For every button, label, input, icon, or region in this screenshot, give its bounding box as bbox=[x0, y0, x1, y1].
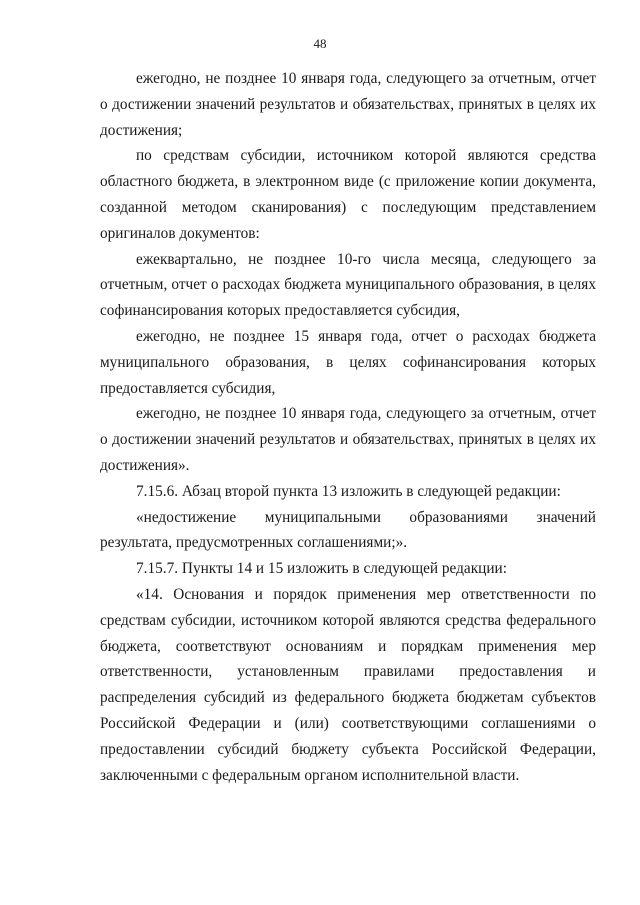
paragraph-non-achievement: «недостижение муниципальными образованиями значений результата, предусмотренных соглашениями;». bbox=[100, 508, 596, 552]
paragraph-regional-budget-subsidy: по средствам субсидии, источником которой являются средства областного бюджета, в электронном виде (с приложение копии документа, созданной методом сканирования) с последующим представлением оригиналов документов: bbox=[100, 147, 596, 242]
paragraph-clause-7-15-7: 7.15.7. Пункты 14 и 15 изложить в следующей редакции: bbox=[136, 560, 507, 578]
paragraph-annual-results-report: ежегодно, не позднее 10 января года, следующего за отчетным, отчет о достижении значений результатов и обязательствах, принятых в целях их достижения». bbox=[100, 405, 596, 474]
paragraph-item-14: «14. Основания и порядок применения мер ответственности по средствам субсидии, источником которой являются средства федерального бюджета, соответствуют основаниям и порядкам применения мер ответственности, установленным правилами предоставления и распределения субсидий из федерального бюджета бюджетам субъектов Российской Федерации и (или) соответствующими соглашениями о предоставлении субсидий бюджету субъекта Российской Федерации, заключенными с федеральным органом исполнительной власти. bbox=[100, 585, 596, 784]
paragraph-annual-expense-report: ежегодно, не позднее 15 января года, отчет о расходах бюджета муниципального образования, в целях софинансирования которых предоставляется субсидия, bbox=[100, 327, 596, 397]
paragraph-annual-report-results: ежегодно, не позднее 10 января года, следующего за отчетным, отчет о достижении значений результатов и обязательствах, принятых в целях их достижения; bbox=[100, 70, 596, 139]
paragraph-clause-7-15-6: 7.15.6. Абзац второй пункта 13 изложить в следующей редакции: bbox=[136, 482, 561, 500]
paragraph-quarterly-expense-report: ежеквартально, не позднее 10-го числа месяца, следующего за отчетным, отчет о расходах бюджета муниципального образования, в целях софинансирования которых предоставляется субсидия, bbox=[100, 250, 596, 320]
page-number: 48 bbox=[313, 36, 327, 51]
document-body bbox=[100, 66, 596, 788]
